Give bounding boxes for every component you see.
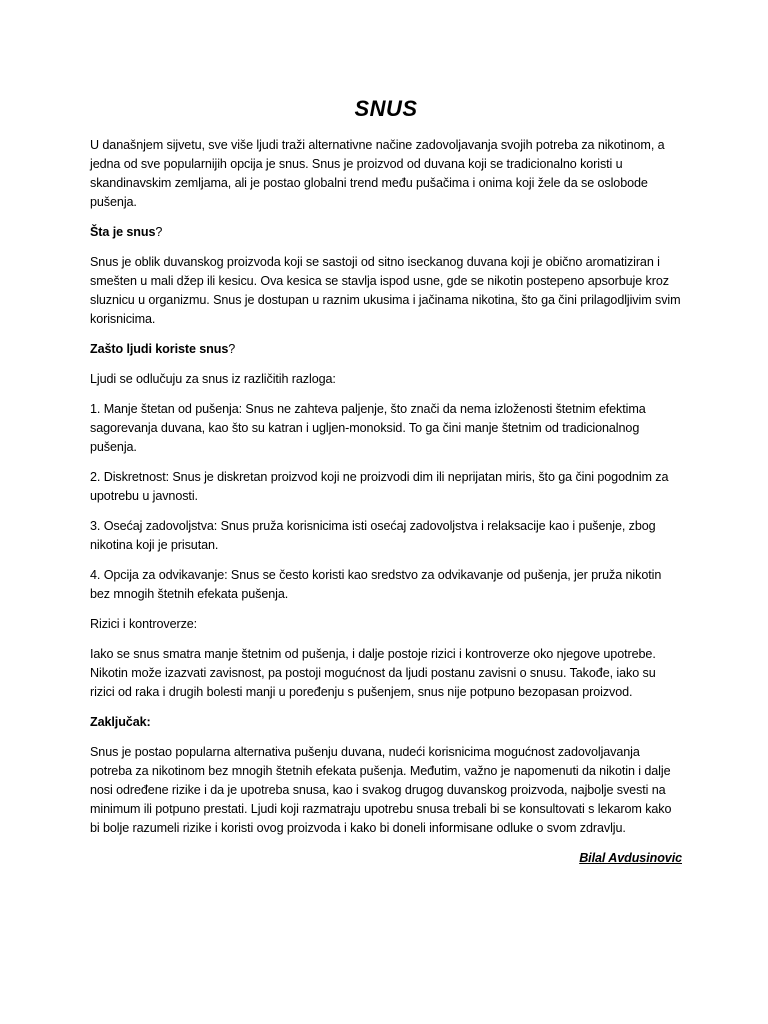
heading-conclusion: Zaključak: xyxy=(90,715,151,729)
heading-risks: Rizici i kontroverze: xyxy=(90,617,198,631)
why-intro-paragraph: Ljudi se odlučuju za snus iz različitih razloga: xyxy=(90,372,336,386)
reason-item-1: 1. Manje štetan od pušenja: Snus ne zahteva paljenje, što znači da nema izloženosti štetnim efektima sagorevanja duvana, kao što su katran i ugljen-monoksid. To ga čini manje štetnim od tradicionalnog pušenja. xyxy=(90,402,646,454)
intro-paragraph: U današnjem sijvetu, sve više ljudi traži alternativne načine zadovoljavanja svojih potreba za nikotinom, a jedna od sve popularnijih opcija je snus. Snus je proizvod od duvana koji se tradicionalno koristi u skandinavskim zemljama, ali je postao globalni trend među pušačima i onima koji žele da se oslobode pušenja. xyxy=(90,138,665,209)
heading-why-mark: ? xyxy=(228,342,236,356)
heading-what-text: Šta je snus xyxy=(90,225,156,239)
what-is-snus-paragraph: Snus je oblik duvanskog proizvoda koji se sastoji od sitno iseckanog duvana koji je obično aromatiziran i smešten u mali džep ili kesicu. Ova kesica se stavlja ispod usne, gde se nikotin postepeno apsorbuje kroz sluznicu u organizmu. Snus je dostupan u raznim ukusima i jačinama nikotina, što ga čini prilagodljivim svim korisnicima. xyxy=(90,255,681,326)
author-signature: Bilal Avdusinovic xyxy=(579,851,682,865)
reason-item-4: 4. Opcija za odvikavanje: Snus se često koristi kao sredstvo za odvikavanje od pušenja, jer pruža nikotin bez mnogih štetnih efekata pušenja. xyxy=(90,568,662,601)
heading-why-text: Zašto ljudi koriste snus xyxy=(90,342,229,356)
risks-paragraph: Iako se snus smatra manje štetnim od pušenja, i dalje postoje rizici i kontroverze oko njegove upotrebe. Nikotin može izazvati zavisnost, pa postoji mogućnost da ljudi postanu zavisni o snusu. Takođe, iako su rizici od raka i drugih bolesti manji u poređenju s pušenjem, snus nije potpuno bezopasan proizvod. xyxy=(90,647,656,699)
conclusion-paragraph: Snus je postao popularna alternativa pušenju duvana, nudeći korisnicima mogućnost zadovoljavanja potreba za nikotinom bez mnogih štetnih efekata pušenja. Međutim, važno je napomenuti da nikotin i dalje nosi određene rizike i da je upotreba snusa, kao i svakog drugog duvanskog proizvoda, najbolje svesti na minimum ili potpuno prestati. Ljudi koji razmatraju upotrebu snusa trebali bi se konsultovati s lekarom kako bi bolje razumeli rizike i koristi ovog proizvoda i kako bi doneli informisane odluke o svom zdravlju. xyxy=(90,745,672,835)
reason-item-3: 3. Osećaj zadovoljstva: Snus pruža korisnicima isti osećaj zadovoljstva i relaksacije kao i pušenje, zbog nikotina koji je prisutan. xyxy=(90,519,656,552)
document-title: SNUS xyxy=(354,96,418,121)
heading-what-is-snus xyxy=(90,223,682,242)
heading-what-mark: ? xyxy=(155,225,163,239)
reason-item-2: 2. Diskretnost: Snus je diskretan proizvod koji ne proizvodi dim ili neprijatan miris, što ga čini pogodnim za upotrebu u javnosti. xyxy=(90,470,669,503)
heading-why-use-snus xyxy=(90,340,682,359)
document-page xyxy=(90,96,682,879)
